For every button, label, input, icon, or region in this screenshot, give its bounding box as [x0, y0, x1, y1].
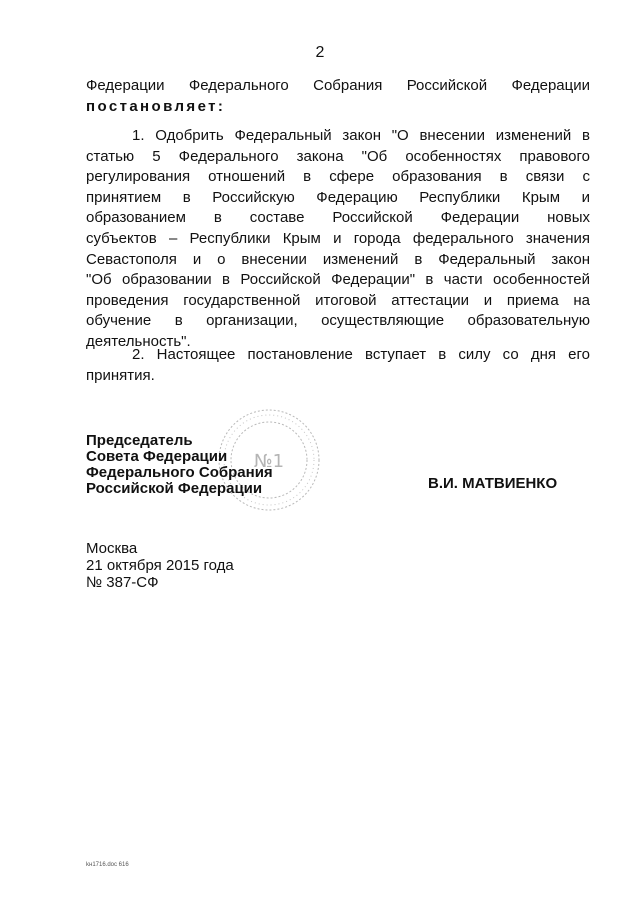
place-date-block — [86, 540, 234, 591]
paragraph-line: 2. Настоящее постановление вступает в силу со дня его — [132, 346, 590, 363]
paragraph-line: деятельность". — [86, 332, 191, 350]
file-reference: kн1716.doc 616 — [86, 862, 129, 868]
resolves-word: постановляет: — [86, 97, 226, 115]
preamble — [86, 76, 590, 117]
paragraph-line: "Об образовании в Российской Федерации" в части особенностей — [86, 271, 590, 289]
paragraph-line: субъектов – Республики Крым и города федерального значения — [86, 229, 590, 247]
paragraph-line: принятием в Российскую Федерацию Республики Крым и — [86, 188, 590, 206]
page-number: 2 — [315, 44, 325, 61]
signatory-title-line: Председатель — [86, 432, 193, 449]
paragraph-line: статью 5 Федерального закона "Об особенностях правового — [86, 147, 590, 165]
paragraph-line: проведения государственной итоговой аттестации и приема на — [86, 291, 590, 309]
paragraph-line: образованием в составе Российской Федерации новых — [86, 209, 590, 227]
signatory-title-line: Российской Федерации — [86, 480, 263, 497]
city: Москва — [86, 540, 138, 557]
paragraph-line: принятия. — [86, 366, 155, 384]
date: 21 октября 2015 года — [86, 557, 234, 574]
document-number: № 387-СФ — [86, 574, 159, 591]
signatory-title-line: Федерального Собрания — [86, 464, 273, 481]
signatory-title-line: Совета Федерации — [86, 448, 228, 465]
paragraph-line: Севастополя и о внесении изменений в Федеральный закон — [86, 250, 590, 268]
paragraph-line: 1. Одобрить Федеральный закон "О внесении изменений в — [132, 127, 590, 144]
paragraph-line: регулирования отношений в сфере образования в связи с — [86, 168, 590, 186]
svg-text:№1: №1 — [253, 451, 285, 472]
item-1-paragraph — [86, 126, 590, 353]
paragraph-line: обучение в организации, осуществляющие образовательную — [86, 312, 590, 330]
signatory-name: В.И. МАТВИЕНКО — [428, 475, 558, 492]
item-2-paragraph — [86, 345, 590, 386]
preamble-line: Федерации Федерального Собрания Российской Федерации — [86, 77, 590, 94]
signatory-title — [86, 433, 273, 497]
